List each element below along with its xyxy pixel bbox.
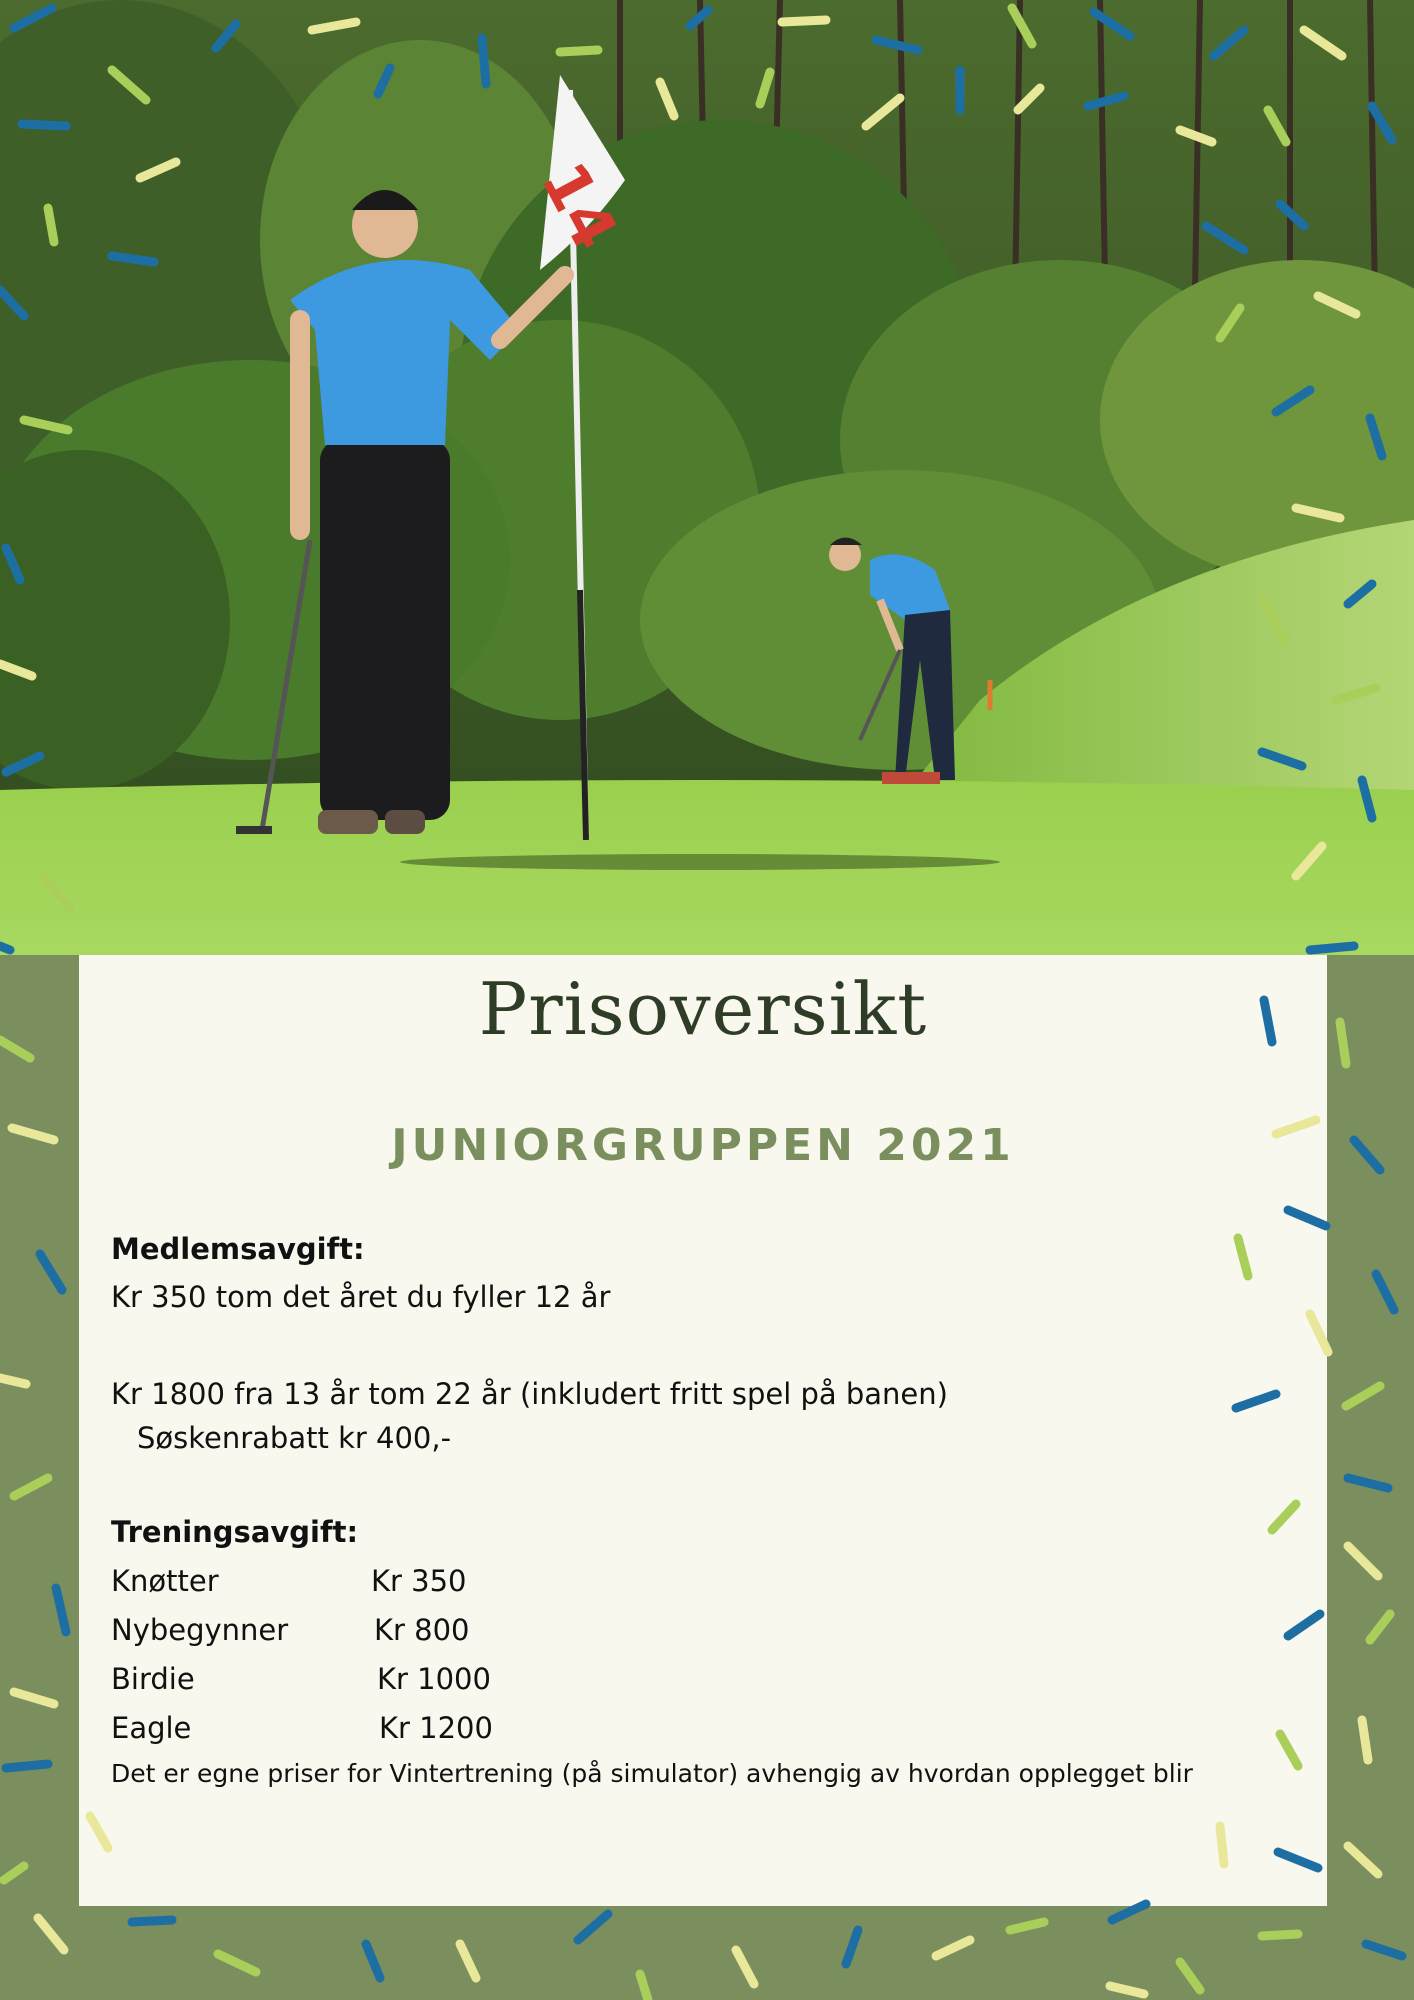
sibling-discount: Søskenrabatt kr 400,-	[137, 1421, 452, 1455]
training-level-name: Knøtter	[111, 1564, 219, 1598]
page-title: Prisoversikt	[478, 967, 928, 1051]
page-subtitle: JUNIORGRUPPEN 2021	[391, 1120, 1015, 1171]
winter-training-note: Det er egne priser for Vintertrening (på simulator) avhengig av hvordan opplegget blir	[111, 1759, 1193, 1788]
training-level-name: Nybegynner	[111, 1613, 289, 1647]
training-level-price: Kr 1000	[377, 1662, 491, 1696]
membership-line-2: Kr 1800 fra 13 år tom 22 år (inkludert fritt spel på banen)	[111, 1377, 948, 1411]
training-heading: Treningsavgift:	[111, 1515, 359, 1549]
flag-number: 14	[527, 150, 632, 262]
training-level-price: Kr 1200	[379, 1711, 493, 1745]
membership-line-1: Kr 350 tom det året du fyller 12 år	[111, 1280, 611, 1314]
price-card	[79, 955, 1327, 1906]
training-level-price: Kr 350	[371, 1564, 467, 1598]
training-level-price: Kr 800	[374, 1613, 470, 1647]
training-level-name: Eagle	[111, 1711, 192, 1745]
golf-photo	[0, 0, 1414, 955]
training-level-name: Birdie	[111, 1662, 195, 1696]
membership-heading: Medlemsavgift:	[111, 1232, 365, 1266]
